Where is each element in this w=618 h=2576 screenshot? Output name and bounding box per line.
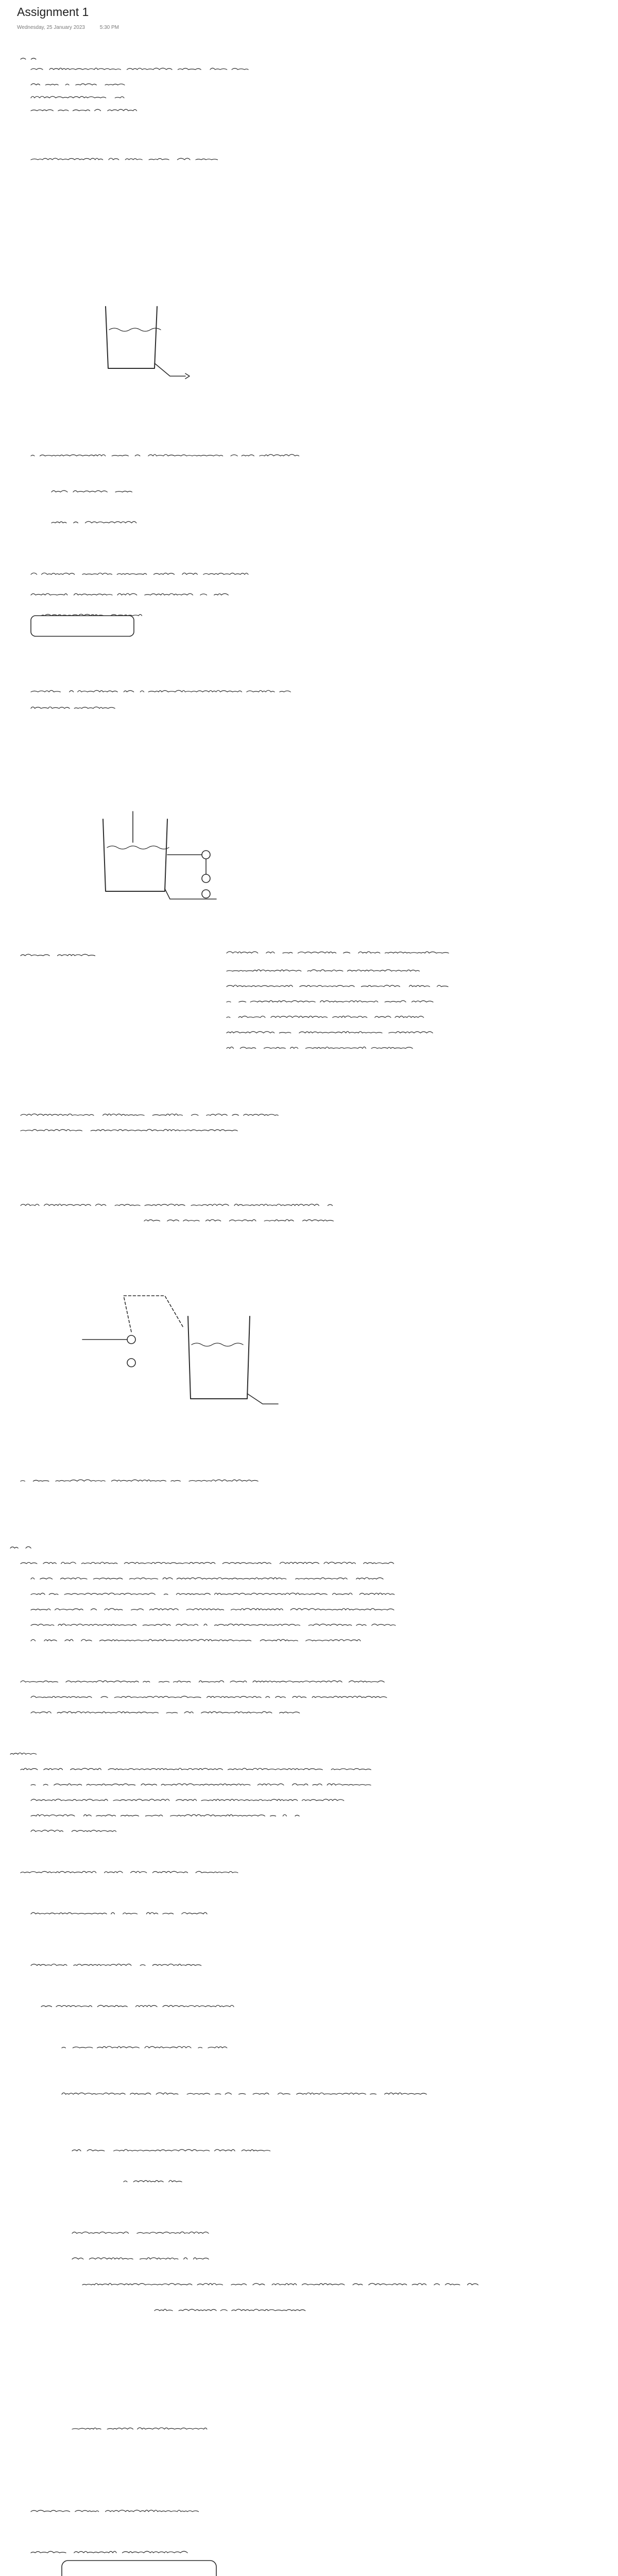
handwriting-line [227, 1031, 433, 1033]
handwriting-line [31, 1799, 353, 1801]
handwriting-line [31, 68, 252, 70]
handwriting-line [154, 2309, 312, 2311]
handwriting-line [72, 2149, 270, 2151]
handwriting-line [31, 1784, 371, 1785]
handwriting-line [227, 952, 457, 953]
handwriting-line [52, 490, 132, 492]
handwriting-line [41, 2005, 240, 2007]
handwriting-line [82, 2283, 478, 2285]
handwriting-line [31, 573, 248, 574]
handwriting-line [31, 2510, 199, 2512]
handwriting-line [72, 2428, 213, 2429]
handwritten-notes [0, 39, 618, 2576]
handwriting-line [31, 1815, 299, 1816]
handwriting-line [21, 1204, 333, 1206]
handwriting-line [52, 521, 136, 523]
handwriting-line [21, 1480, 258, 1481]
handwriting-line [31, 109, 137, 111]
handwriting-line [72, 2258, 213, 2259]
handwriting-line [227, 1016, 424, 1018]
handwriting-line [31, 158, 217, 160]
tank-diagram-3 [82, 1296, 278, 1404]
handwriting-line [21, 58, 45, 59]
handwriting-line [31, 1711, 300, 1713]
handwriting-line [31, 1608, 399, 1610]
handwriting-line [62, 2046, 227, 2048]
handwriting-line [10, 1753, 37, 1754]
handwriting-line [31, 1624, 396, 1625]
handwriting-line [21, 1871, 238, 1873]
handwriting-line [31, 1912, 207, 1914]
handwriting-line [21, 954, 95, 956]
handwriting-line [62, 2093, 426, 2094]
page-header [0, 0, 618, 39]
handwriting-line [227, 1047, 413, 1048]
handwriting-line [31, 1593, 394, 1595]
handwritten-notes-canvas [0, 39, 618, 2576]
page-date-line [17, 25, 119, 30]
handwriting-line [31, 96, 124, 98]
page-time: 5:30 PM [99, 25, 119, 30]
handwriting-line [144, 1219, 333, 1221]
tank-diagram-1 [106, 307, 190, 379]
handwriting-line [31, 1696, 391, 1698]
page-title: Assignment 1 [17, 5, 89, 19]
handwriting-line [21, 1768, 371, 1770]
handwriting-line [31, 454, 299, 456]
handwriting-line [227, 985, 456, 987]
handwriting-line [31, 707, 122, 708]
handwriting-line [227, 970, 426, 971]
handwriting-line [31, 690, 290, 692]
handwriting-line [72, 2232, 218, 2233]
tank-diagram-2 [103, 811, 216, 899]
handwriting-line [31, 83, 125, 85]
handwriting-line [21, 1562, 400, 1564]
handwriting-line [31, 1964, 201, 1965]
handwriting-line [21, 1114, 278, 1115]
handwriting-line [31, 1578, 383, 1579]
handwriting-line [31, 2551, 187, 2553]
handwriting-line [31, 1639, 360, 1641]
handwriting-line [124, 2180, 186, 2182]
boxed-equations [31, 616, 216, 2576]
handwriting-line [31, 594, 228, 595]
handwriting-line [10, 1547, 31, 1548]
handwriting-line [227, 1001, 433, 1002]
page-date: Wednesday, 25 January 2023 [17, 25, 85, 30]
handwriting-line [21, 1129, 237, 1131]
handwriting-line [31, 1830, 116, 1832]
handwriting-line [21, 1681, 393, 1682]
